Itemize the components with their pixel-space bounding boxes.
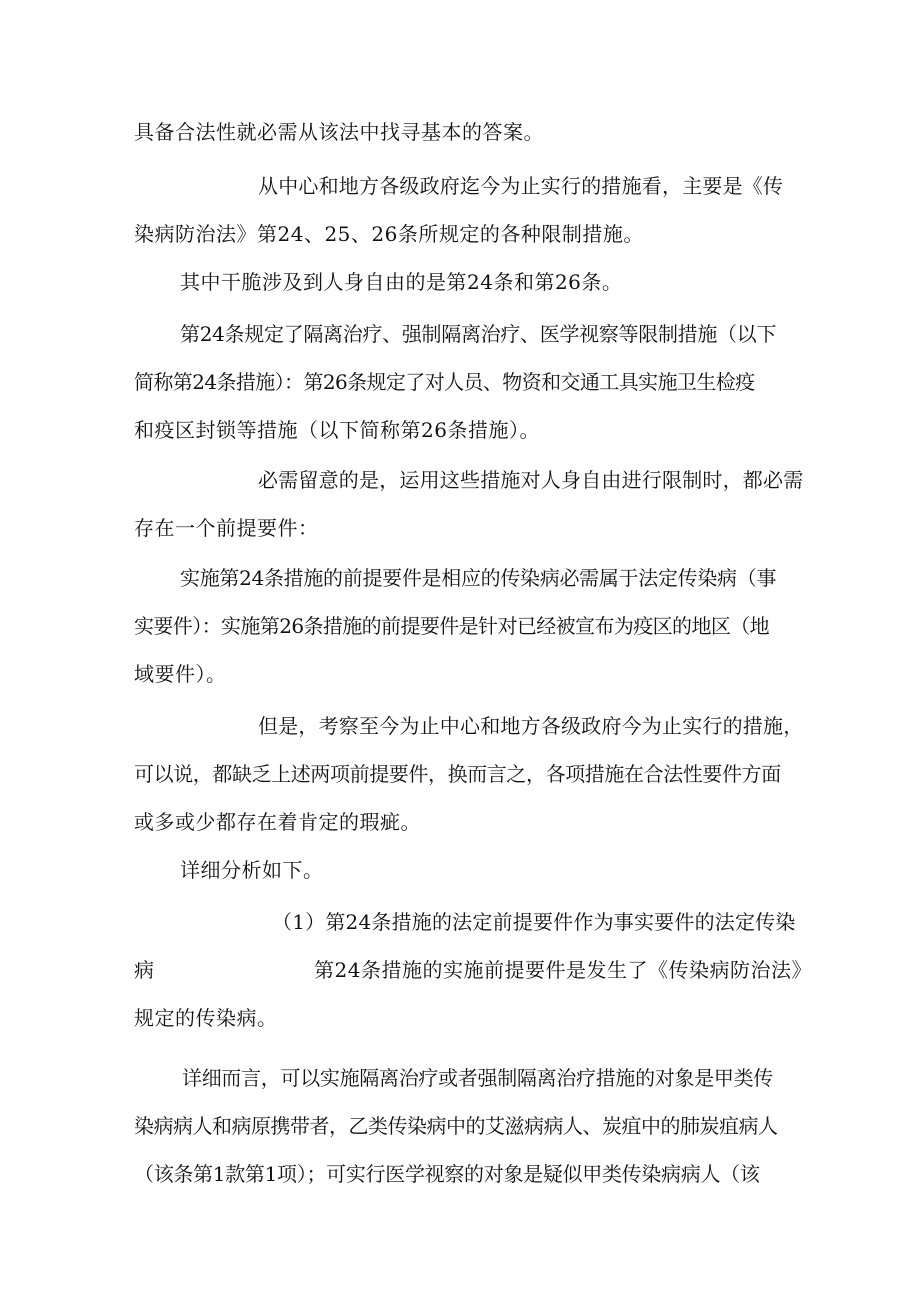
text-line-15: 或多或少都存在着肯定的瑕疵。 [134,810,421,834]
text-line-3: 染病防治法》第24、25、26条所规定的各种限制措施。 [134,222,644,246]
text-line-18a: 病 [134,958,155,982]
text-line-6: 简称第24条措施）：第26条规定了对人员、物资和交通工具实施卫生检疫 [134,370,755,394]
text-line-7: 和疫区封锁等措施（以下简称第26条措施）。 [134,418,540,442]
text-line-17: （1）第24条措施的法定前提要件作为事实要件的法定传染 [272,910,796,934]
text-line-8: 必需留意的是，运用这些措施对人身自由进行限制时，都必需 [258,468,804,492]
text-line-19: 规定的传染病。 [134,1006,278,1030]
text-line-21: 染病病人和病原携带者，乙类传染病中的艾滋病病人、炭疽中的肺炭疽病人 [134,1114,778,1138]
text-line-18b: 第24条措施的实施前提要件是发生了《传染病防治法》 [314,958,812,982]
text-line-10: 实施第24条措施的前提要件是相应的传染病必需属于法定传染病（事 [180,566,777,590]
text-line-1: 具备合法性就必需从该法中找寻基本的答案。 [134,120,544,144]
text-line-5: 第24条规定了隔离治疗、强制隔离治疗、医学视察等限制措施（以下 [180,322,777,346]
text-line-20: 详细而言，可以实施隔离治疗或者强制隔离治疗措施的对象是甲类传 [182,1066,773,1090]
text-line-13: 但是，考察至今为止中心和地方各级政府今为止实行的措施， [258,714,804,738]
text-line-11: 实要件）：实施第26条措施的前提要件是针对已经被宣布为疫区的地区（地 [134,614,770,638]
text-line-12: 域要件）。 [134,662,227,686]
text-line-4: 其中干脆涉及到人身自由的是第24条和第26条。 [180,270,623,294]
text-line-22: （该条第1款第1项）；可实行医学视察的对象是疑似甲类传染病病人（该 [134,1162,760,1186]
text-line-2: 从中心和地方各级政府迄今为止实行的措施看，主要是《传 [258,174,784,198]
text-line-9: 存在一个前提要件： [134,516,319,540]
text-line-16: 详细分析如下。 [180,858,324,882]
text-line-14: 可以说，都缺乏上述两项前提要件，换而言之，各项措施在合法性要件方面 [134,762,781,786]
